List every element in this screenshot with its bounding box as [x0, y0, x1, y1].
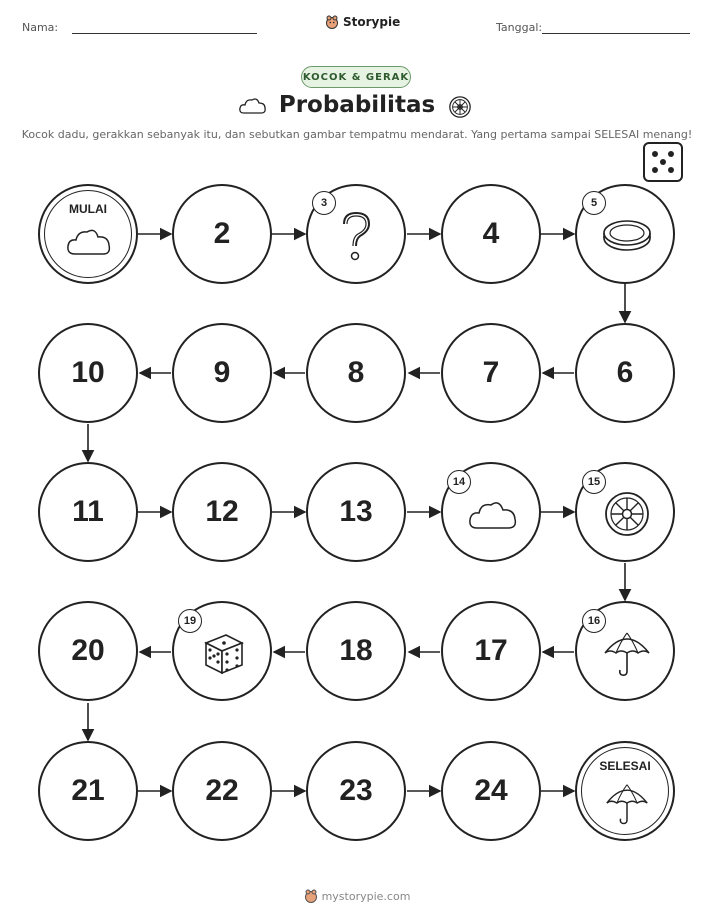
board-space	[441, 601, 541, 701]
board-space	[172, 184, 272, 284]
name-label: Nama:	[22, 21, 59, 34]
space-number: 10	[71, 356, 105, 389]
space-number-tag: 16	[582, 609, 606, 633]
board-space	[38, 323, 138, 423]
umbrella-icon	[602, 629, 652, 679]
space-number: 2	[213, 217, 231, 250]
board-space	[38, 601, 138, 701]
board-space	[575, 323, 675, 423]
footer	[0, 889, 714, 903]
space-number: 17	[474, 634, 508, 667]
board-space	[172, 323, 272, 423]
space-number-tag: 14	[447, 470, 471, 494]
space-number: 22	[205, 774, 239, 807]
space-number: 8	[347, 356, 365, 389]
board-space	[441, 741, 541, 841]
dice-icon	[200, 629, 248, 677]
question-mark-icon	[338, 210, 374, 264]
space-number: 9	[213, 356, 231, 389]
space-number-tag: 19	[178, 609, 202, 633]
start-label: MULAI	[69, 202, 107, 216]
board-space	[172, 741, 272, 841]
space-number-tag: 5	[582, 191, 606, 215]
board-space	[306, 323, 406, 423]
board-space-start	[38, 184, 138, 284]
space-number: 23	[339, 774, 373, 807]
space-number-tag: 15	[582, 470, 606, 494]
date-label: Tanggal:	[496, 21, 543, 34]
board-space	[306, 741, 406, 841]
space-number-tag: 3	[312, 191, 336, 215]
space-number: 20	[71, 634, 105, 667]
wheel-icon	[604, 491, 650, 537]
board-space	[38, 462, 138, 562]
cloud-icon	[65, 224, 115, 260]
board-space	[38, 741, 138, 841]
board-space	[172, 462, 272, 562]
space-number: 6	[616, 356, 634, 389]
page-title: Probabilitas	[278, 92, 436, 118]
space-number: 24	[474, 774, 508, 807]
coin-icon	[601, 216, 653, 256]
cloud-icon	[467, 496, 521, 534]
space-number: 4	[482, 217, 500, 250]
space-number: 18	[339, 634, 373, 667]
board-space-finish	[575, 741, 675, 841]
umbrella-icon	[604, 781, 650, 827]
space-number: 11	[72, 495, 104, 528]
space-number: 7	[482, 356, 500, 389]
space-number: 12	[205, 495, 239, 528]
board-space	[441, 323, 541, 423]
storypie-logo-icon	[304, 889, 318, 903]
category-badge: KOCOK & GERAK	[301, 66, 411, 88]
footer-url[interactable]: mystorypie.com	[321, 889, 411, 903]
space-number: 13	[339, 495, 373, 528]
instructions: Kocok dadu, gerakkan sebanyak itu, dan sebutkan gambar tempatmu mendarat. Yang pertama sampai SELESAI menang!	[21, 128, 693, 141]
board-space	[306, 601, 406, 701]
space-number: 21	[71, 774, 105, 807]
board-space	[306, 462, 406, 562]
board-space	[441, 184, 541, 284]
finish-label: SELESAI	[599, 759, 651, 773]
brand-name: Storypie	[343, 15, 401, 29]
